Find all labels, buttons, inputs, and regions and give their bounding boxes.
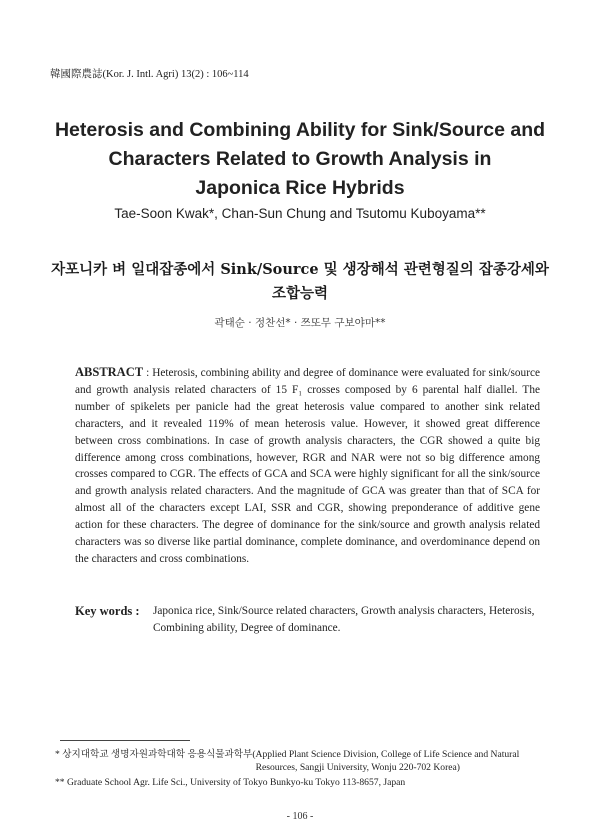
abstract-separator: : bbox=[143, 367, 153, 379]
abstract-text: Heterosis, combining ability and degree of dominance were evaluated for sink/source and growth analysis related characters of 15 F₁ crosses composed by 6 parental half diallel. The number of spikelets per panicle had the great heterosis value compared to another sink related characters, and it revealed 119% of mean heterosis value. However, it showed great difference between cross combinations. In case of growth analysis characters, the CGR showed a quite big difference among cross combinations, however, RGR and NAR were not so big difference among crosses compared to CGR. The effects of GCA and SCA were highly significant for all the sink/source and growth analysis related characters. And the magnitude of GCA was greater than that of SCA for almost all of the characters except LAI, SSR and CGR, showing preponderance of additive gene action for these characters. The degree of dominance for the sink/source and growth analysis related characters was so diverse like partial dominance, complete dominance, and overdominance depend on the characters and cross combinations. bbox=[75, 367, 540, 565]
footnote-1-line-2: Resources, Sangji University, Wonju 220-702 Korea) bbox=[255, 762, 460, 773]
footnote-1 bbox=[55, 748, 545, 774]
keywords-label-text: Key words bbox=[75, 604, 133, 618]
authors: Tae-Soon Kwak*, Chan-Sun Chung and Tsutomu Kuboyama** bbox=[114, 206, 486, 221]
keywords-text: Japonica rice, Sink/Source related characters, Growth analysis characters, Heterosis, Combining ability, Degree of dominance. bbox=[153, 605, 535, 634]
footnote-2: ** Graduate School Agr. Life Sci., University of Tokyo Bunkyo-ku Tokyo 113-8657, Japan bbox=[55, 777, 406, 788]
korean-title-line: 자포니카 벼 일대잡종에서 Sink/Source 및 생장해석 관련형질의 잡종강세와 bbox=[51, 261, 549, 278]
abstract bbox=[75, 364, 540, 568]
title-line: Characters Related to Growth Analysis in bbox=[108, 148, 492, 170]
keywords-separator: : bbox=[132, 604, 140, 618]
keywords bbox=[75, 603, 540, 637]
korean-title-line: 조합능력 bbox=[271, 285, 329, 302]
korean-authors: 곽태순 · 정찬선* · 쯔또무 구보야마** bbox=[214, 317, 386, 329]
keywords-label bbox=[75, 603, 153, 620]
journal-header: 韓國際農誌(Kor. J. Intl. Agri) 13(2) : 106~114 bbox=[50, 69, 249, 80]
title-line: Japonica Rice Hybrids bbox=[195, 177, 405, 199]
title-line: Heterosis and Combining Ability for Sink/Source and bbox=[54, 119, 546, 141]
footnote-divider bbox=[60, 740, 190, 741]
paper-title bbox=[20, 116, 580, 203]
korean-title bbox=[40, 258, 560, 306]
abstract-label: ABSTRACT bbox=[75, 365, 144, 379]
footnote-1-line-1: * 상지대학교 생명자원과학대학 응용식물과학부(Applied Plant Science Division, College of Life Science and Natural bbox=[55, 749, 520, 760]
page-number: - 106 - bbox=[286, 811, 314, 822]
